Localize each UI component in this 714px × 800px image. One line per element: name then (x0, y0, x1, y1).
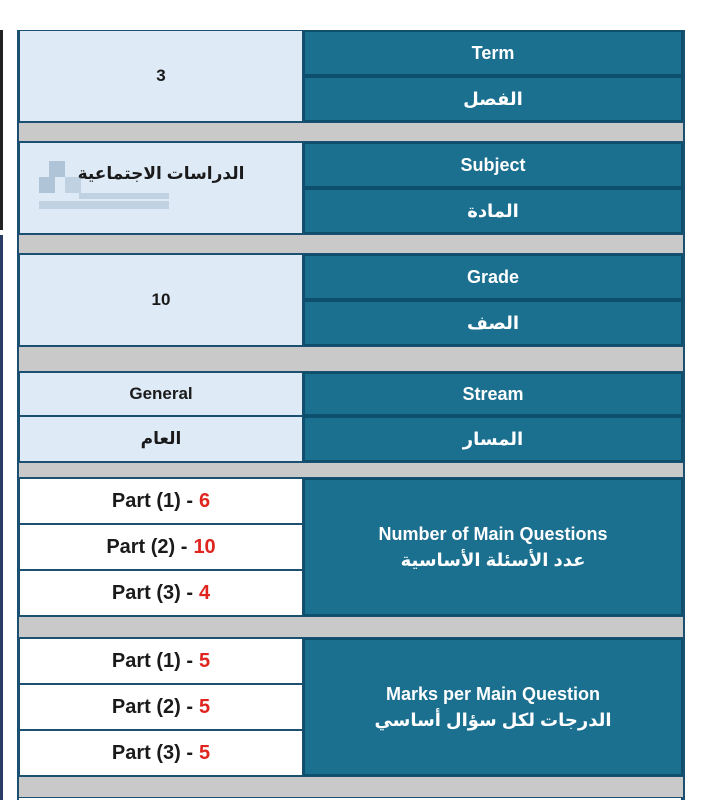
questions-part-1 (19, 478, 303, 524)
marks-label-en: Marks per Main Question (385, 683, 601, 704)
section-separator (19, 616, 683, 638)
stream-value-en: General (19, 372, 303, 416)
grade-value: 10 (19, 254, 303, 346)
section-separator (19, 776, 683, 798)
part-marks: 5 (199, 649, 211, 672)
part-count: 10 (193, 535, 216, 558)
term-label-ar: الفصل (303, 76, 683, 122)
part-marks: 5 (199, 741, 211, 764)
marks-heading (303, 638, 683, 776)
part-label: Part (1) - (111, 489, 193, 512)
main-questions-label-ar: عدد الأسئلة الأساسية (400, 550, 586, 570)
left-margin-rule (0, 30, 3, 230)
main-questions-label-en: Number of Main Questions (378, 523, 608, 544)
left-margin-rule-lower (0, 235, 3, 800)
section-separator (19, 234, 683, 254)
main-questions-heading (303, 478, 683, 616)
section-separator (19, 346, 683, 372)
part-count: 6 (199, 489, 211, 512)
marks-part-3 (19, 730, 303, 776)
grade-label-en: Grade (303, 254, 683, 300)
part-label: Part (2) - (106, 535, 188, 558)
marks-part-1 (19, 638, 303, 684)
subject-label-ar: المادة (303, 188, 683, 234)
section-separator (19, 122, 683, 142)
marks-part-2 (19, 684, 303, 730)
part-label: Part (3) - (111, 581, 193, 604)
stream-value-ar: العام (19, 416, 303, 462)
marks-label-ar: الدرجات لكل سؤال أساسي (374, 710, 612, 730)
stream-label-ar: المسار (303, 416, 683, 462)
term-label-en: Term (303, 30, 683, 76)
subject-label-en: Subject (303, 142, 683, 188)
term-value: 3 (19, 30, 303, 122)
stream-label-en: Stream (303, 372, 683, 416)
part-count: 4 (199, 581, 211, 604)
exam-info-table (17, 30, 685, 800)
part-label: Part (2) - (111, 695, 193, 718)
questions-part-2 (19, 524, 303, 570)
subject-value (19, 142, 303, 234)
section-separator (19, 462, 683, 478)
part-marks: 5 (199, 695, 211, 718)
part-label: Part (1) - (111, 649, 193, 672)
questions-part-3 (19, 570, 303, 616)
grade-label-ar: الصف (303, 300, 683, 346)
part-label: Part (3) - (111, 741, 193, 764)
subject-value-text: الدراسات الاجتماعية (77, 164, 245, 183)
